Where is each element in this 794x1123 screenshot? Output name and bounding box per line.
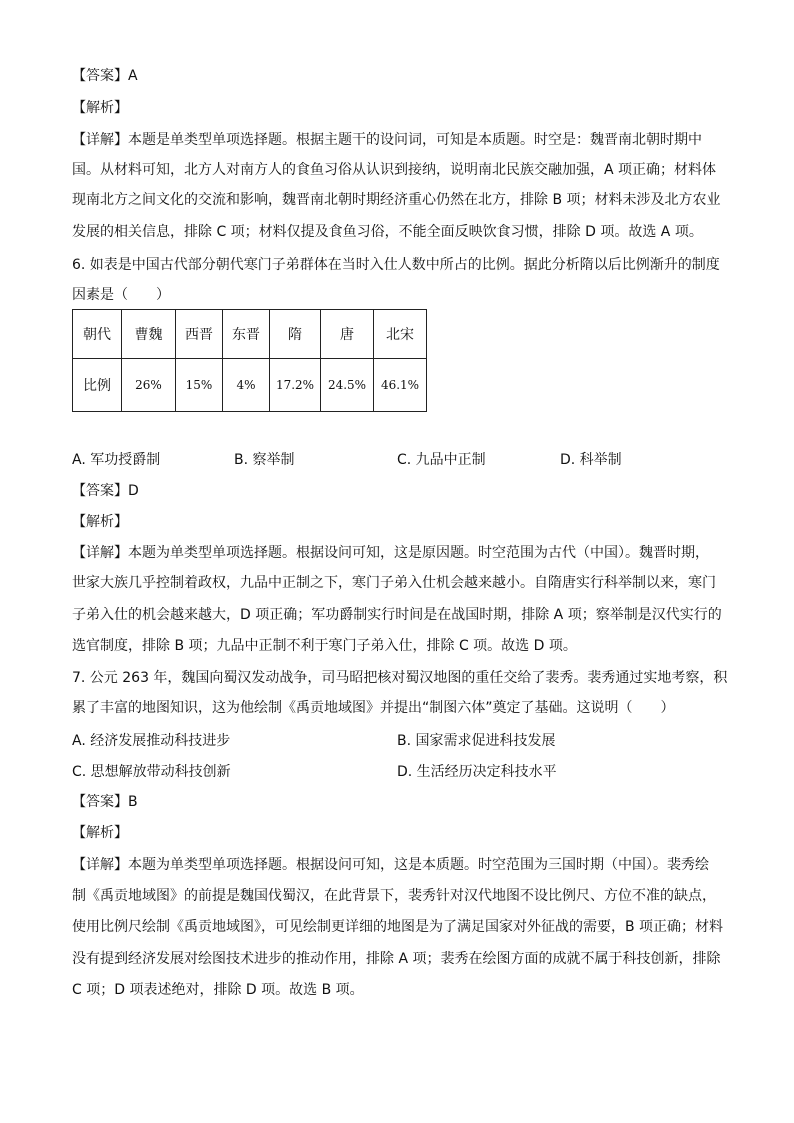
table-header-row [73,310,427,359]
q6-option-d: D. 科举制 [560,452,622,468]
q7-detail-line-2: 制《禹贡地域图》的前提是魏国伐蜀汉，在此背景下，裴秀针对汉代地图不设比例尺、方位不准的缺点， [72,888,716,904]
table-row [73,359,427,412]
q7-option-d: D. 生活经历决定科技水平 [397,764,557,780]
q6-option-b: B. 察举制 [234,452,295,468]
q5-detail-line-1: 【详解】本题是单类型单项选择题。根据主题干的设问词，可知是本质题。时空是：魏晋南北朝时期中 [72,132,702,148]
q7-detail-line-1: 【详解】本题为单类型单项选择题。根据设问可知，这是本质题。时空范围为三国时期（中国）。裴秀绘 [72,857,709,873]
q7-stem-line-1: 7. 公元 263 年，魏国向蜀汉发动战争，司马昭把核对蜀汉地图的重任交给了裴秀。裴秀通过实地考察，积 [72,670,728,686]
q7-option-b: B. 国家需求促进科技发展 [397,733,556,749]
q7-detail-line-4: 没有提到经济发展对绘图技术进步的推动作用，排除 A 项；裴秀在绘图方面的成就不属于科技创新，排除 [72,951,721,967]
table-cell: 隋 [270,310,321,359]
table-cell: 15% [176,359,223,412]
table-cell: 26% [122,359,176,412]
q6-detail-line-2: 世家大族几乎控制着政权，九品中正制之下，寒门子弟入仕机会越来越小。自隋唐实行科举制以来，寒门 [72,575,716,591]
q6-stem-line-2: 因素是（ ） [72,287,170,303]
table-cell: 17.2% [270,359,321,412]
q7-detail-line-5: C 项；D 项表述绝对，排除 D 项。故选 B 项。 [72,982,364,998]
table-cell: 唐 [321,310,374,359]
table-cell: 东晋 [223,310,270,359]
table-cell: 4% [223,359,270,412]
q5-detail-line-3: 现南北方之间文化的交流和影响，魏晋南北朝时期经济重心仍然在北方，排除 B 项；材料未涉及北方农业 [72,192,721,208]
q7-analysis-label: 【解析】 [72,825,128,841]
table-cell: 比例 [73,359,122,412]
table-cell: 46.1% [374,359,427,412]
q5-detail-line-4: 发展的相关信息，排除 C 项；材料仅提及食鱼习俗，不能全面反映饮食习惯，排除 D 项。故选 A 项。 [72,224,703,240]
q6-detail-line-1: 【详解】本题为单类型单项选择题。根据设问可知，这是原因题。时空范围为古代（中国）。魏晋时期， [72,545,709,561]
q7-option-c: C. 思想解放带动科技创新 [72,764,231,780]
q6-ratio-table [72,309,427,412]
q6-option-c: C. 九品中正制 [397,452,486,468]
q7-detail-line-3: 使用比例尺绘制《禹贡地域图》，可见绘制更详细的地图是为了满足国家对外征战的需要，B 项正确；材料 [72,919,724,935]
table-cell: 西晋 [176,310,223,359]
q6-stem-line-1: 6. 如表是中国古代部分朝代寒门子弟群体在当时入仕人数中所占的比例。据此分析隋以后比例渐升的制度 [72,257,720,273]
q6-detail-line-3: 子弟入仕的机会越来越大，D 项正确；军功爵制实行时间是在战国时期，排除 A 项；察举制是汉代实行的 [72,607,722,623]
q5-answer: 【答案】A [72,68,138,84]
q6-detail-line-4: 选官制度，排除 B 项；九品中正制不利于寒门子弟入仕，排除 C 项。故选 D 项。 [72,638,577,654]
q6-analysis-label: 【解析】 [72,514,128,530]
q7-stem-line-2: 累了丰富的地图知识，这为他绘制《禹贡地域图》并提出“制图六体”奠定了基础。这说明（ ） [72,700,675,716]
q6-option-a: A. 军功授爵制 [72,452,161,468]
q5-analysis-label: 【解析】 [72,100,128,116]
q7-option-a: A. 经济发展推动科技进步 [72,733,231,749]
table-cell: 24.5% [321,359,374,412]
q7-answer: 【答案】B [72,794,138,810]
table-cell: 曹魏 [122,310,176,359]
table-cell: 北宋 [374,310,427,359]
q6-answer: 【答案】D [72,483,139,499]
q5-detail-line-2: 国。从材料可知，北方人对南方人的食鱼习俗从认识到接纳，说明南北民族交融加强，A 项正确；材料体 [72,162,717,178]
table-cell: 朝代 [73,310,122,359]
